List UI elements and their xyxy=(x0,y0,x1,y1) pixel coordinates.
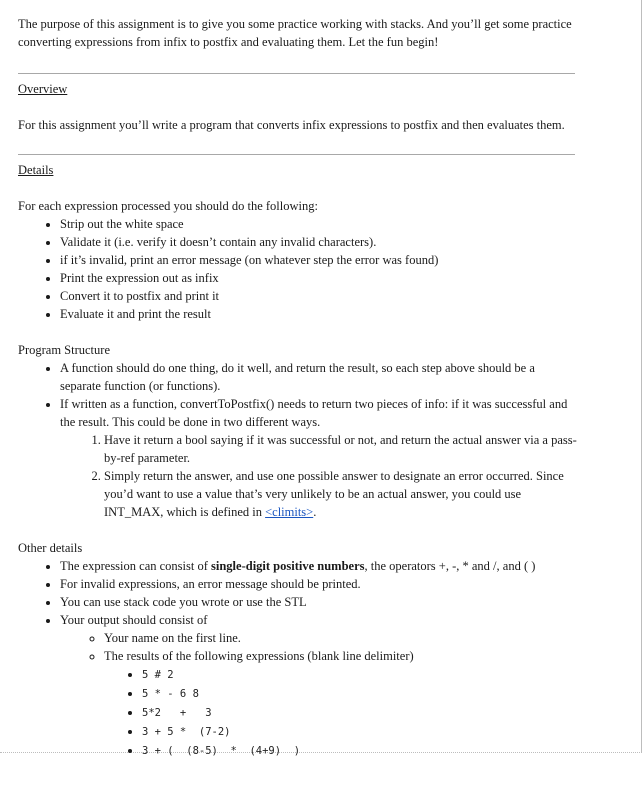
overview-heading: Overview xyxy=(18,82,68,96)
other-details-list xyxy=(18,557,578,760)
intro-paragraph: The purpose of this assignment is to give you some practice working with stacks. And you’ll get some practice converting expressions from infix to postfix and evaluating them. Let the fun begin! xyxy=(18,17,572,49)
expression-item xyxy=(142,703,578,722)
list-item xyxy=(60,557,578,575)
list-item: • Strip out the white space xyxy=(60,215,578,233)
output-list xyxy=(60,629,578,760)
list-item xyxy=(60,611,578,760)
expression-code: 5*2 + 3 xyxy=(142,707,212,719)
list-item-text: Simply return the answer, and use one possible answer to designate an error occurred. Since you’d want to use a value that’s very unlikely to be an actual answer, you could use INT_MAX, which is defined in xyxy=(104,469,564,519)
expression-item xyxy=(142,722,578,741)
list-item: • You can use stack code you wrote or use the STL xyxy=(60,593,578,611)
list-item xyxy=(104,467,578,521)
list-item: • if it’s invalid, print an error message (on whatever step the error was found) xyxy=(60,251,578,269)
expression-code: 3 + 5 * (7-2) xyxy=(142,726,231,738)
details-intro: For each expression processed you should do the following: xyxy=(18,199,318,213)
list-item-end: . xyxy=(313,505,317,519)
expression-item xyxy=(142,741,578,760)
program-structure-heading: Program Structure xyxy=(18,343,110,357)
expression-code: 5 * - 6 8 xyxy=(142,688,199,700)
processing-steps-list xyxy=(18,215,578,323)
details-heading: Details xyxy=(18,163,54,177)
expressions-list xyxy=(104,665,578,760)
list-item-text: Your output should consist of xyxy=(60,613,208,627)
list-item-text: , the operators +, -, * and /, and ( ) xyxy=(364,559,536,573)
list-item: • Validate it (i.e. verify it doesn’t contain any invalid characters). xyxy=(60,233,578,251)
list-item-text: If written as a function, convertToPostfix() needs to return two pieces of info: if it was successful and the result. This could be done in two different ways. xyxy=(60,397,568,429)
program-structure-list xyxy=(18,359,578,521)
section-divider xyxy=(18,73,575,74)
list-item: • Print the expression out as infix xyxy=(60,269,578,287)
list-item-text: The results of the following expressions (blank line delimiter) xyxy=(104,649,414,663)
document-page xyxy=(18,0,578,760)
section-divider xyxy=(18,154,575,155)
return-options-list xyxy=(60,431,578,521)
expression-code: 5 # 2 xyxy=(142,669,174,681)
overview-text: For this assignment you’ll write a program that converts infix expressions to postfix and then evaluates them. xyxy=(18,118,565,132)
climits-link[interactable]: <climits> xyxy=(265,505,314,519)
list-item xyxy=(60,395,578,521)
list-item: 1. Have it return a bool saying if it was successful or not, and return the actual answer via a pass-by-ref parameter. xyxy=(104,431,578,467)
list-item: • A function should do one thing, do it well, and return the result, so each step above should be a separate function (or functions). xyxy=(60,359,578,395)
list-item: • Convert it to postfix and print it xyxy=(60,287,578,305)
expression-item xyxy=(142,665,578,684)
expression-item xyxy=(142,684,578,703)
list-item: ◦ Your name on the first line. xyxy=(104,629,578,647)
list-item: • For invalid expressions, an error message should be printed. xyxy=(60,575,578,593)
expression-code: 3 + ( (8-5) * (4+9) ) xyxy=(142,745,301,757)
bold-text: single-digit positive numbers xyxy=(211,559,365,573)
list-item-text: The expression can consist of xyxy=(60,559,212,573)
other-details-heading: Other details xyxy=(18,541,83,555)
list-item: • Evaluate it and print the result xyxy=(60,305,578,323)
list-item xyxy=(104,647,578,760)
